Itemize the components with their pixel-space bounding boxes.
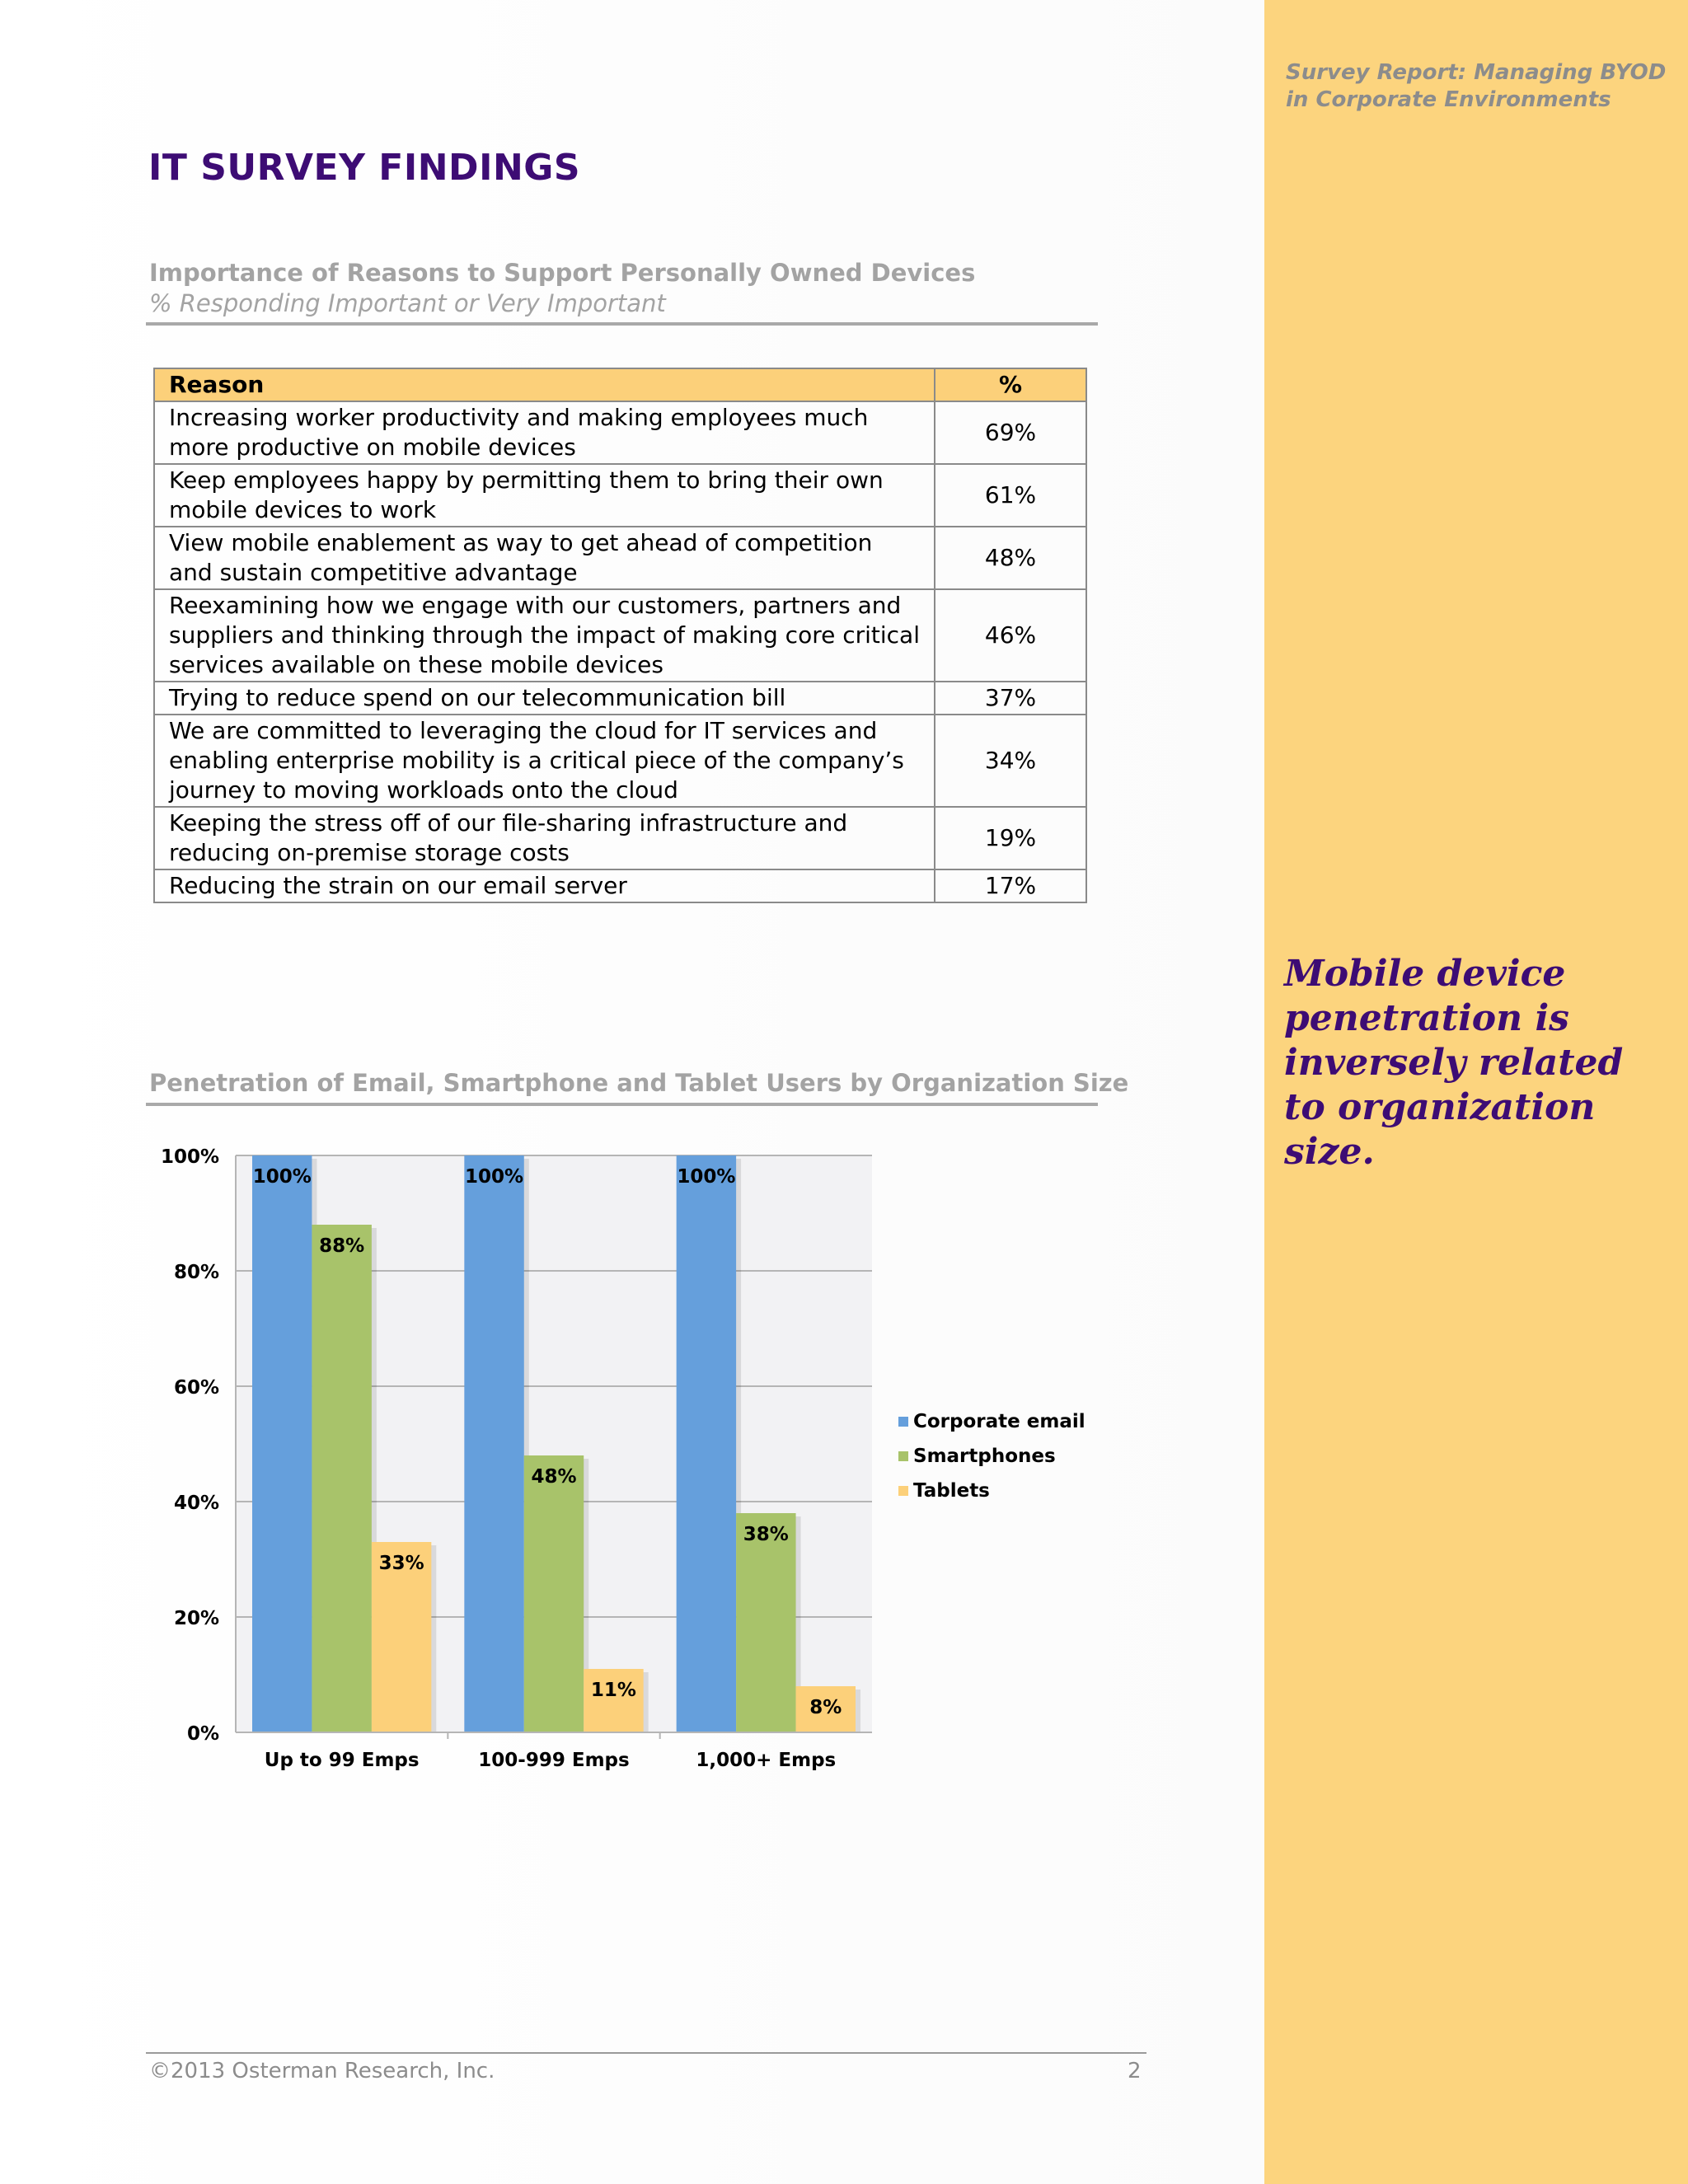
table-row — [154, 401, 1086, 464]
legend-label: Smartphones — [913, 1446, 1056, 1467]
percent-cell: 69% — [935, 401, 1086, 464]
table-section-title: Importance of Reasons to Support Personally Owned Devices — [149, 259, 976, 287]
percent-cell: 46% — [935, 589, 1086, 682]
bar — [464, 1155, 523, 1732]
reason-cell: Keeping the stress off of our file-sharing infrastructure and reducing on-premise storage costs — [154, 807, 935, 869]
legend-swatch — [898, 1417, 908, 1427]
reason-cell: View mobile enablement as way to get ahead of competition and sustain competitive advantage — [154, 527, 935, 589]
table-row — [154, 464, 1086, 527]
percent-cell: 37% — [935, 682, 1086, 715]
data-label: 88% — [319, 1235, 365, 1257]
percent-cell: 61% — [935, 464, 1086, 527]
section-divider — [146, 1103, 1098, 1106]
table-row — [154, 807, 1086, 869]
x-tick-label: 100-999 Emps — [478, 1750, 630, 1771]
bar — [736, 1513, 795, 1732]
legend-label: Corporate email — [913, 1411, 1085, 1432]
y-tick-label: 60% — [173, 1377, 219, 1399]
data-label: 11% — [590, 1680, 636, 1701]
reason-cell: Reexamining how we engage with our customers, partners and suppliers and thinking through the impact of making core critical services available on these mobile devices — [154, 589, 935, 682]
footer-divider — [146, 2052, 1146, 2054]
data-label: 33% — [378, 1553, 424, 1574]
table-header-row — [154, 368, 1086, 401]
percent-cell: 48% — [935, 527, 1086, 589]
reason-cell: Keep employees happy by permitting them to bring their own mobile devices to work — [154, 464, 935, 527]
bar — [252, 1155, 312, 1732]
reason-cell: Reducing the strain on our email server — [154, 869, 935, 902]
callout-quote: Mobile device penetration is inversely related to organization size. — [1284, 953, 1624, 1173]
y-tick-label: 20% — [173, 1608, 219, 1629]
table-row — [154, 869, 1086, 902]
report-title-line-2: in Corporate Environments — [1286, 87, 1611, 112]
legend-swatch — [898, 1451, 908, 1461]
column-header-reason: Reason — [154, 368, 935, 401]
percent-cell: 17% — [935, 869, 1086, 902]
percent-cell: 19% — [935, 807, 1086, 869]
data-label: 8% — [809, 1697, 842, 1718]
page-number: 2 — [1128, 2059, 1142, 2083]
y-tick-label: 0% — [186, 1723, 219, 1745]
percent-cell: 34% — [935, 715, 1086, 807]
sidebar — [1264, 0, 1688, 2184]
table-section-subtitle: % Responding Important or Very Important — [149, 289, 666, 317]
data-label: 100% — [465, 1166, 524, 1188]
table-row — [154, 589, 1086, 682]
data-label: 38% — [743, 1524, 789, 1545]
data-label: 100% — [252, 1166, 312, 1188]
report-title — [1286, 59, 1673, 114]
reasons-table — [153, 368, 1087, 903]
penetration-bar-chart — [132, 1137, 1113, 1780]
y-tick-label: 40% — [173, 1493, 219, 1514]
bar — [312, 1225, 371, 1732]
bar — [677, 1155, 736, 1732]
reason-cell: We are committed to leveraging the cloud for IT services and enabling enterprise mobility is a critical piece of the company’s journey to moving workloads onto the cloud — [154, 715, 935, 807]
bar — [524, 1455, 584, 1732]
footer-copyright: ©2013 Osterman Research, Inc. — [149, 2059, 495, 2083]
table-row — [154, 715, 1086, 807]
reason-cell: Trying to reduce spend on our telecommunication bill — [154, 682, 935, 715]
table-row — [154, 682, 1086, 715]
section-divider — [146, 322, 1098, 326]
chart-section-title: Penetration of Email, Smartphone and Tablet Users by Organization Size — [149, 1069, 1129, 1097]
x-tick-label: 1,000+ Emps — [696, 1750, 837, 1771]
y-tick-label: 100% — [160, 1146, 219, 1168]
column-header-percent: % — [935, 368, 1086, 401]
y-tick-label: 80% — [173, 1262, 219, 1283]
reason-cell: Increasing worker productivity and making employees much more productive on mobile devices — [154, 401, 935, 464]
report-title-line-1: Survey Report: Managing BYOD — [1286, 60, 1667, 85]
legend-swatch — [898, 1486, 908, 1496]
x-tick-label: Up to 99 Emps — [264, 1750, 420, 1771]
page-title: IT SURVEY FINDINGS — [148, 147, 581, 189]
data-label: 48% — [531, 1466, 577, 1488]
table-row — [154, 527, 1086, 589]
data-label: 100% — [677, 1166, 736, 1188]
legend-label: Tablets — [913, 1480, 990, 1502]
